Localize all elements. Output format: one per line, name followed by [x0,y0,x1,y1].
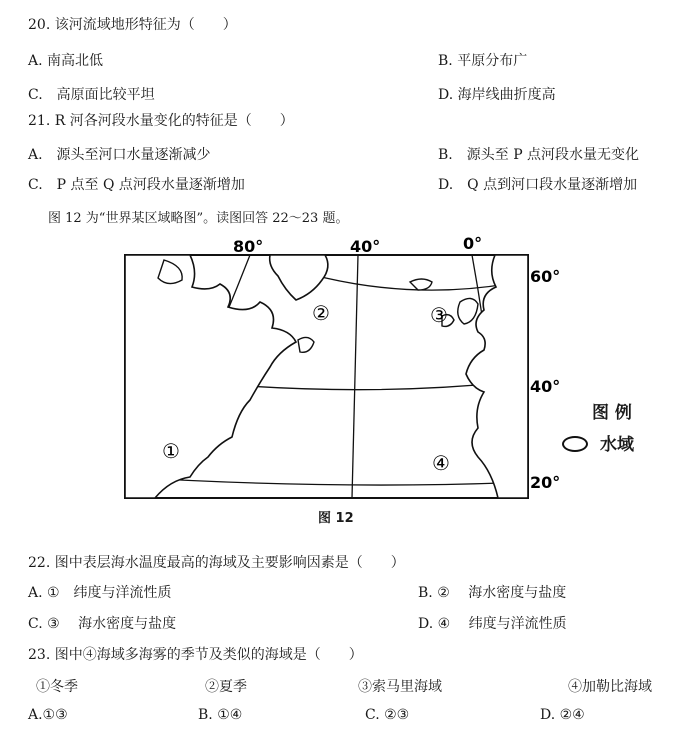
q20-option-b[interactable]: B. 平原分布广 [438,53,528,69]
iceland-island [410,279,432,290]
europe-africa-land [466,255,528,498]
q23-items-row [0,672,693,698]
lat-label-60: 60° [530,267,561,286]
q20-options-row2 [0,80,693,106]
greenland-land [270,255,328,300]
q21-stem-row [0,106,693,132]
region-map [100,232,570,507]
q23-option-a[interactable]: A.①③ [28,707,68,723]
newfoundland-island [298,337,314,352]
lat-label-40: 40° [530,377,561,396]
water-swatch-icon [562,436,588,452]
map-legend [560,398,660,458]
q23-stem-row [0,640,693,666]
q23-option-d[interactable]: D. ②④ [540,707,585,723]
q22-option-d[interactable]: D. ④ 纬度与洋流性质 [418,616,567,632]
intro-text: 图 12 为“世界某区域略图”。读图回答 22～23 题。 [48,211,349,226]
q20-option-d[interactable]: D. 海岸线曲折度高 [438,87,556,103]
q22-option-b[interactable]: B. ② 海水密度与盐度 [418,585,567,601]
q22-option-a[interactable]: A. ① 纬度与洋流性质 [28,585,172,601]
q20-option-a[interactable]: A. 南高北低 [28,53,104,69]
q21-option-d[interactable]: D. Q 点到河口段水量逐渐增加 [438,177,638,193]
q22-stem: 22. 图中表层海水温度最高的海域及主要影响因素是（ ） [28,555,405,571]
region-2: ② [312,301,330,325]
region-3: ③ [430,303,448,327]
britain-island [458,298,478,324]
q23-item-2: ②夏季 [205,679,247,695]
region-4: ④ [432,451,450,475]
q23-item-1: ①冬季 [36,679,78,695]
intro-row [0,203,693,229]
q23-option-c[interactable]: C. ②③ [365,707,410,723]
q22-stem-row [0,548,693,574]
q22-options-row2 [0,609,693,635]
lon-label-80: 80° [233,237,264,256]
q21-option-b[interactable]: B. 源头至 P 点河段水量无变化 [438,147,640,163]
q20-option-c[interactable]: C. 高原面比较平坦 [28,87,155,103]
q21-option-a[interactable]: A. 源头至河口水量逐渐减少 [28,147,211,163]
lon-label-0: 0° [463,234,483,253]
lat-label-20: 20° [530,473,561,492]
q23-option-b[interactable]: B. ①④ [198,707,243,723]
q21-option-c[interactable]: C. P 点至 Q 点河段水量逐渐增加 [28,177,245,193]
q20-options-row1 [0,46,693,72]
q20-stem-row [0,10,693,36]
q23-stem: 23. 图中④海域多海雾的季节及类似的海域是（ ） [28,647,363,663]
region-1: ① [162,439,180,463]
q23-options-row [0,703,693,729]
q21-options-row1 [0,140,693,166]
q22-option-c[interactable]: C. ③ 海水密度与盐度 [28,616,177,632]
figure-caption: 图 12 [318,511,354,526]
legend-water-label: 水域 [600,435,634,455]
q20-stem: 20. 该河流域地形特征为（ ） [28,17,237,33]
q22-options-row1 [0,578,693,604]
q23-item-3: ③索马里海域 [358,679,442,695]
meridian-40 [352,255,358,498]
lon-label-40: 40° [350,237,381,256]
q21-options-row2 [0,170,693,196]
q21-stem: 21. R 河各河段水量变化的特征是（ ） [28,113,294,129]
legend-title: 图 例 [592,403,632,423]
north-america-land [125,255,296,498]
q23-item-4: ④加勒比海域 [568,679,652,695]
